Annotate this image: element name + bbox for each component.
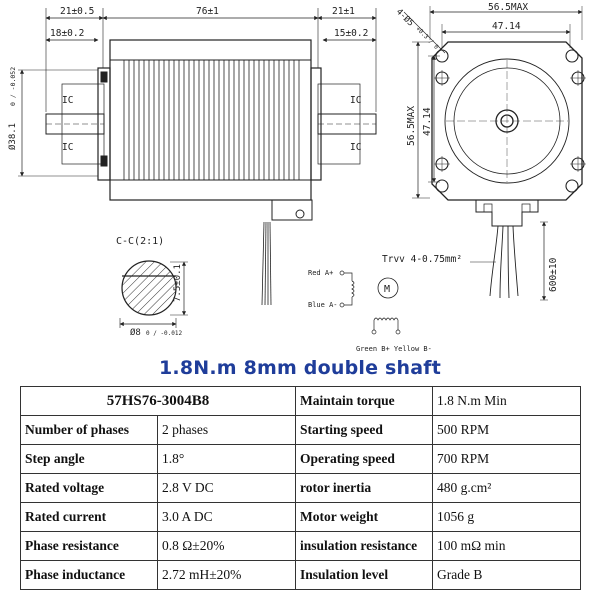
spec-label: Maintain torque: [296, 387, 433, 416]
table-row: [21, 445, 581, 474]
ic-label-2: IC: [62, 142, 74, 153]
spec-value: 480 g.cm²: [433, 474, 581, 503]
table-row: [21, 503, 581, 532]
spec-value: 1.8°: [158, 445, 296, 474]
dim-21-right: 21±1: [332, 6, 355, 17]
front-view-labels: [382, 2, 559, 292]
spec-value: 0.8 Ω±20%: [158, 532, 296, 561]
spec-label: rotor inertia: [296, 474, 433, 503]
spec-value: 1.8 N.m Min: [433, 387, 581, 416]
spec-label: insulation resistance: [296, 532, 433, 561]
section-diameter-tolerance: 0 / -0.012: [146, 330, 183, 337]
spec-value: 2 phases: [158, 416, 296, 445]
motor-symbol: M: [384, 284, 391, 295]
spec-value: 2.8 V DC: [158, 474, 296, 503]
dim-47-14-width: 47.14: [492, 21, 521, 32]
table-row: [21, 532, 581, 561]
spec-value: 1056 g: [433, 503, 581, 532]
cable-label: Trvv 4-0.75mm²: [382, 254, 463, 265]
ic-label-1: IC: [62, 95, 74, 106]
table-row: [21, 474, 581, 503]
dim-56-5-height: 56.5MAX: [406, 105, 417, 146]
section-label: C-C(2:1): [116, 236, 165, 247]
wire-red-label: Red A+: [308, 269, 334, 277]
wiring-diagram: [308, 269, 432, 353]
side-view: [46, 8, 376, 220]
spec-label: Phase resistance: [21, 532, 158, 561]
spec-value: Grade B: [433, 561, 581, 590]
dim-21-left: 21±0.5: [60, 6, 95, 17]
spec-label: Phase inductance: [21, 561, 158, 590]
spec-value: 2.72 mH±20%: [158, 561, 296, 590]
spec-label: Insulation level: [296, 561, 433, 590]
dim-76: 76±1: [196, 6, 219, 17]
hole-tolerance: +0.3 / 0: [414, 25, 440, 51]
wire-green-yellow-label: Green B+ Yellow B-: [356, 345, 432, 353]
spec-value: 700 RPM: [433, 445, 581, 474]
spec-value: 100 mΩ min: [433, 532, 581, 561]
table-row: [21, 416, 581, 445]
spec-label: Starting speed: [296, 416, 433, 445]
side-leads: [262, 222, 271, 305]
ic-label-3: IC: [350, 95, 362, 106]
dim-18: 18±0.2: [50, 28, 85, 39]
page-title: 1.8N.m 8mm double shaft: [158, 357, 442, 379]
section-diameter: Ø8: [130, 328, 141, 338]
spec-label: Number of phases: [21, 416, 158, 445]
side-view-labels: [7, 6, 368, 153]
model-number: 57HS76-3004B8: [21, 387, 296, 416]
spec-label: Motor weight: [296, 503, 433, 532]
wire-blue-label: Blue A-: [308, 301, 338, 309]
shaft-tolerance: 0 / -0.052: [9, 66, 17, 106]
spec-label: Rated voltage: [21, 474, 158, 503]
shaft-diameter: Ø38.1: [8, 122, 18, 150]
body-fins: [124, 60, 299, 180]
section-flat-dim: 7.5±0.1: [173, 264, 183, 302]
spec-value: 500 RPM: [433, 416, 581, 445]
table-row: [21, 387, 581, 416]
section-view: [116, 236, 188, 338]
ic-label-4: IC: [350, 142, 362, 153]
spec-label: Step angle: [21, 445, 158, 474]
spec-table: [20, 386, 581, 590]
dim-56-5-width: 56.5MAX: [488, 2, 529, 13]
hole-callout: 4-Ø5: [393, 7, 416, 29]
lead-length-dim: 600±10: [548, 257, 559, 292]
table-row: [21, 561, 581, 590]
spec-label: Rated current: [21, 503, 158, 532]
dim-47-14-height: 47.14: [422, 107, 433, 136]
dim-15: 15±0.2: [334, 28, 369, 39]
spec-value: 3.0 A DC: [158, 503, 296, 532]
spec-label: Operating speed: [296, 445, 433, 474]
